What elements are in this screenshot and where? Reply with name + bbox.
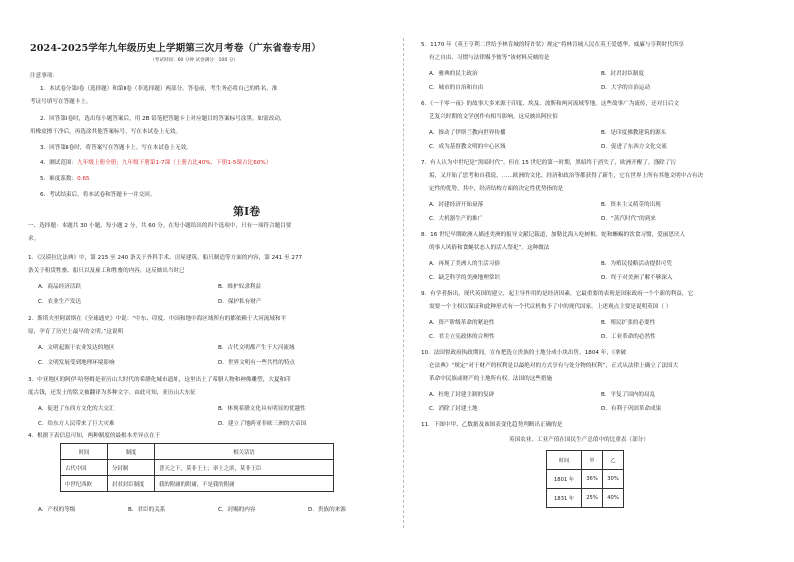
column-divider [403,38,404,528]
table-header-cell: 制度 [108,444,155,460]
table-row [61,476,334,492]
q5-option-a[interactable]: A．雅典的民主政治 [429,71,478,77]
question-8-line2: 的事人风俗和食蝇状态人的活人祭祀”。这种做法 [429,245,550,251]
q10-option-d[interactable]: D．有利于巩固革命成果 [601,406,662,412]
volume-title: 第Ⅰ卷 [233,205,261,218]
note-4-scope: 九年级上册全册；九年级下册第1-7课（上册占比40%，下册1-5课占比60%） [77,160,272,166]
note-2b: 用橡皮擦干净后，再选涂其他答案标号。写在本试卷上无效。 [30,129,182,135]
q9-option-b[interactable]: B．殖民扩张的必要性 [601,320,656,326]
q5-option-d[interactable]: D．大学的自治运动 [601,85,651,91]
table-header-row [61,444,334,460]
q1-option-b[interactable]: B．维护奴隶利益 [218,284,261,290]
question-11: 11．下图中甲、乙数据及该图表变化趋势判断出正确的是 [421,422,563,428]
q9-option-a[interactable]: A．资产阶级革命的紧迫性 [429,320,495,326]
table-cell: 30% [603,470,624,489]
q8-option-a[interactable]: A．再现了美洲人的生活习俗 [429,261,500,267]
question-10-line3: 革命中民族或财产的土地所有权。法国的这些措施 [429,376,553,382]
q2-option-b[interactable]: B．古代文明都产生于大河流域 [218,345,295,351]
table-cell: 我的附庸的附庸，不是我的附庸 [155,476,334,492]
question-3: 3．中亚地区的阿伊·哈努姆是亚历山大时代的希腊化城市遗址，这里出土了希腊人物和神像雕塑，大夏和印 [28,377,291,383]
q4-option-a[interactable]: A．产权的等级 [38,507,76,513]
q10-option-c[interactable]: C．消除了封建土地 [429,406,478,412]
q3-option-b[interactable]: B．体现希腊文化具有明显的优越性 [218,406,306,412]
question-6-line2: 艺复兴时期的文学创作有相当影响。这反映出阿拉伯 [429,114,558,120]
question-9: 9．有学者指出，现代英国的建立，起主导作用的是经济因素，它最重要的表现是国家政府一个个新的利益，它 [421,291,694,297]
q2-option-a[interactable]: A．文明起源于农业发达的地区 [38,345,115,351]
section-instruction-2: 求。 [28,236,40,242]
section-instruction: 一、选择题：本题共 30 小题，每小题 2 分，共 60 分。在每小题给出的四个选项中，只有一项符合题目要 [28,223,292,229]
note-1: 1．本试卷分第Ⅰ卷（选择题）和第Ⅱ卷（非选择题）两部分。答卷前，考生务必将自己的姓名、准 [40,86,278,92]
q2-option-c[interactable]: C．文明发展受到地理环境影响 [38,360,115,366]
q6-option-d[interactable]: D．促进了东西方文化交流 [601,144,667,150]
table-header-cell: 甲 [582,451,603,470]
q5-option-b[interactable]: B．封君封臣制度 [601,71,644,77]
q7-option-c[interactable]: C．大机器生产的推广 [429,216,484,222]
table-cell: 分封制 [108,460,155,476]
table-header-cell: 乙 [603,451,624,470]
note-5 [40,176,90,184]
q1-option-a[interactable]: A．商品经济活跃 [38,284,81,290]
table-header-row [547,451,624,470]
note-5-label: 5．难度系数： [40,176,78,182]
table-cell: 普天之下，莫非王土；率土之滨，莫非王臣 [155,460,334,476]
question-7: 7．有人认为中世纪是“黑暗时代”，但在 15 世纪的第一时期，黑暗终于消失了，欧洲开醒了，涤除了污 [421,160,676,166]
q8-option-b[interactable]: B．为殖民侵略活动提供可凭 [601,261,672,267]
page-title: 2024-2025学年九年级历史上学期第三次月考卷（广东省卷专用） [30,43,321,54]
note-1b: 考证号填写在答题卡上。 [30,99,92,105]
q7-option-d[interactable]: D．“蒸汽时代”的到来 [601,216,656,222]
question-10-line2: 仑法典》“规定“对于财产的权利是以最绝对的方式享有与处分物的权利”，正式从法律上确立了法国大 [429,363,679,369]
table-header-cell: 时间 [61,444,108,460]
q9-option-d[interactable]: D．工业革命的必然性 [601,334,656,340]
notes-heading: 注意事项： [30,73,58,79]
table-cell: 古代中国 [61,460,108,476]
q3-option-c[interactable]: C．给东方人民带来了巨大灾难 [38,421,115,427]
q8-option-c[interactable]: C．缺乏科学的美洲地理常识 [429,275,501,281]
q7-option-b[interactable]: B．资本主义萌芽的出现 [601,202,661,208]
question-7-line2: 垢，又开始了思考和自我说，……欧洲的文化、经济和政治等都获得了新生，它在世界上所有其他文明中占有决 [429,173,704,179]
table-row [547,470,624,489]
question-4: 4．根据下表信息可知，两种制度的最根本差异点在于 [28,433,161,439]
table-cell: 25% [582,489,603,508]
q3-option-a[interactable]: A．促进了东西方文化的大交汇 [38,406,115,412]
question-2: 2．斯塔夫里阿诺斯在《全球通史》中说：“中东、印度、中国和地中海区域所有的都依赖于大河流域和平 [28,316,287,322]
question-6: 6．《一千零一夜》的故事大多来源于印度、埃及、波斯和两河流域等地，这些故事广为流传，还对日后文 [421,101,680,107]
q1-option-c[interactable]: C．农业生产发达 [38,299,82,305]
output-share-table [546,450,624,508]
table-cell: 40% [603,489,624,508]
q3-option-d[interactable]: D．建立了地跨亚非欧三洲的大帝国 [218,421,307,427]
table-cell: 中世纪西欧 [61,476,108,492]
q2-option-d[interactable]: D．世界文明有一些共性的特点 [218,360,296,366]
note-2: 2．回答第Ⅰ卷时，选出每小题答案后，用 2B 铅笔把答题卡上对应题目的答案标号涂黑。如需改动， [40,116,286,122]
table-cell: 1801 年 [547,470,582,489]
note-4 [40,160,271,168]
table-cell: 36% [582,470,603,489]
question-5-line2: 有之自由、习惯与法律赐予彼等”该材料反映的是 [429,55,550,61]
question-7-line3: 定性的优势。其中，经济结构方面的决定性优势指的是 [429,186,564,192]
question-3-line2: 度古钱，还发土的铭文被翻译为多种文字。由此可知，亚历山大东征 [28,390,196,396]
table-header-cell: 相关话语 [155,444,334,460]
q4-option-c[interactable]: C．封赐的内容 [218,507,256,513]
question-1-line2: 条关于租赁牲畜、船只以及雇工和牲畜的内容，这反映出当时已 [28,268,185,274]
table-caption: 英国农业、工业产值在国民生产总值中的比重表（部分） [509,437,649,443]
q6-option-b[interactable]: B．是印度佛教建筑的源头 [601,130,667,136]
system-comparison-table [60,443,334,492]
question-8: 8．16 世纪早期欧洲人描述美洲的报导文献记载道，加勒比海人吃树根、蛇和蜥蜴的饮食习惯，爱丽思厌人 [421,232,686,238]
q8-option-d[interactable]: D．终于对美洲了解不够深入 [601,275,673,281]
question-5: 5．1170 年《英王亨利二世给予林肯城的特许状》规定“将林肯城人民在英王爱德华、威廉与亨利时代所享 [421,42,685,48]
table-row [61,460,334,476]
exam-info: （考试时间：60 分钟 试卷满分：100 分） [150,58,238,63]
note-4-label: 4．测试范围： [40,160,78,166]
question-2-line2: 原，孕育了历史上最早的文明。”这说明 [28,329,124,335]
question-10: 10．法国督政府执政期间，宣布把选立贵族的土地分成小块出售。1804 年，《拿破 [421,350,626,356]
q10-option-a[interactable]: A．杜绝了封建主制的复辟 [429,392,495,398]
q6-option-a[interactable]: A．推动了伊斯兰教向世界传播 [429,130,506,136]
table-cell: 封君封臣制度 [108,476,155,492]
q7-option-a[interactable]: A．封建经济开始衰落 [429,202,484,208]
table-cell: 1831 年 [547,489,582,508]
question-1: 1．《汉谟拉比法典》中，第 215 至 240 条关于外科手术、房屋建筑、船只制造等方面的内容，第 241 至 277 [28,255,303,261]
question-9-line2: 需要一个主权以保证和此种形式有一个代议机构予了中的现代国家。上述观点主要是说明英国（ ） [429,304,672,310]
q10-option-b[interactable]: B．平复了国内的局乱 [601,392,656,398]
note-5-value: 0.65 [77,176,90,182]
table-row [547,489,624,508]
q9-option-c[interactable]: C．君主立宪政体的合理性 [429,334,495,340]
note-6: 6．考试结束后，将本试卷和答题卡一并交回。 [40,192,156,198]
q6-option-c[interactable]: C．成为基督教文明的中心区域 [429,144,506,150]
q4-option-d[interactable]: D．贵族的来源 [308,507,346,513]
q4-option-b[interactable]: B．君臣的关系 [128,507,166,513]
table-header-cell: 时间 [547,451,582,470]
note-3: 3．回答第Ⅱ卷时，将答案写在答题卡上。写在本试卷上无效。 [40,145,192,151]
q1-option-d[interactable]: D．保护私有财产 [218,299,262,305]
q5-option-c[interactable]: C．城市的自治和自由 [429,85,484,91]
